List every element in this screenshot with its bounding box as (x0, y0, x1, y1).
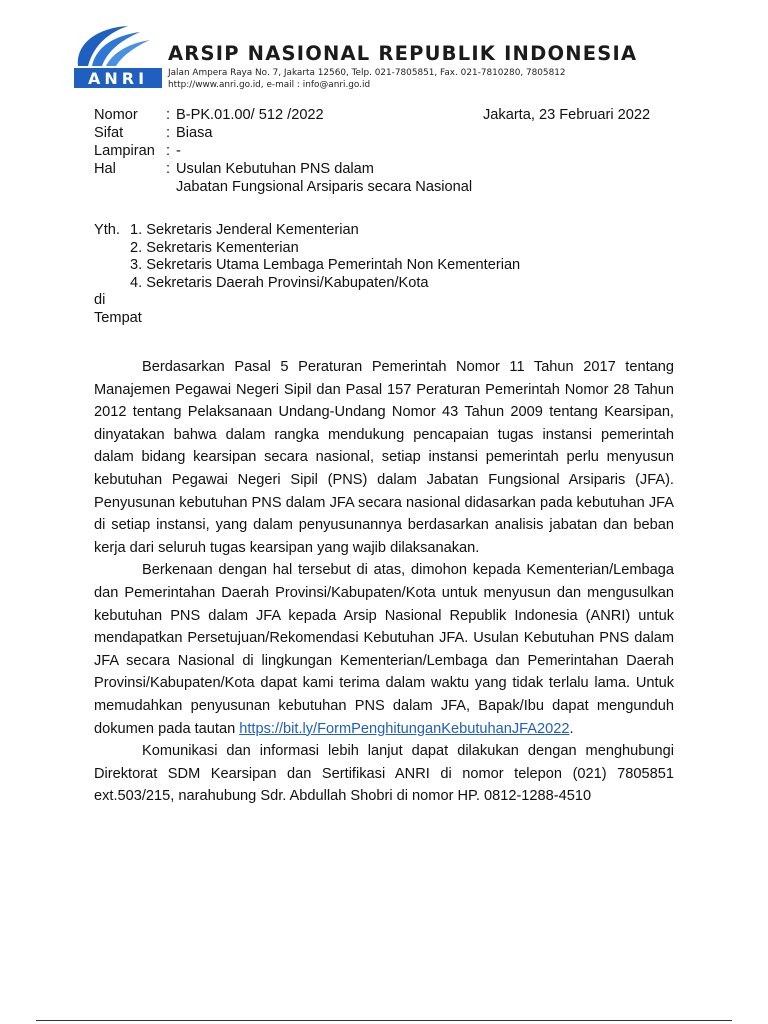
separator: : (166, 125, 171, 141)
recipients (94, 222, 520, 328)
meta-sifat (94, 124, 472, 142)
letter-meta (94, 106, 472, 196)
recipient-di: di (94, 292, 106, 309)
recipient-text: 1. Sekretaris Jenderal Kementerian (130, 222, 359, 238)
separator: : (166, 107, 171, 123)
nomor-value: B-PK.01.00/ 512 /2022 (176, 107, 324, 123)
recipient-item (94, 275, 520, 293)
org-name: ARSIP NASIONAL REPUBLIK INDONESIA (168, 42, 638, 65)
body-paragraph-1: Berdasarkan Pasal 5 Peraturan Pemerintah Nomor 11 Tahun 2017 tentang Manajemen Pegawai Negeri Sipil dan Pasal 157 Peraturan Pemerintah Nomor 28 Tahun 2012 tentang Pelaksanaan Undang-Undang Nomor 43 Tahun 2009 tentang Kearsipan, dinyatakan bahwa dalam rangka mendukung pencapaian tugas instansi pemerintah dalam bidang kearsipan secara nasional, setiap instansi pemerintah perlu menyusun kebutuhan Pegawai Negeri Sipil (PNS) dalam Jabatan Fungsional Arsiparis (JFA). Penyusunan kebutuhan PNS dalam JFA secara nasional didasarkan pada kebutuhan JFA di setiap instansi, yang dalam penyusunannya berdasarkan analisis jabatan dan beban kerja dari seluruh tugas kearsipan yang wajib dilaksanakan. (94, 359, 674, 556)
separator: : (166, 143, 171, 159)
lampiran-label: Lampiran (94, 143, 155, 159)
meta-hal (94, 160, 472, 178)
body-paragraph-3: Komunikasi dan informasi lebih lanjut dapat dilakukan dengan menghubungi Direktorat SDM Kearsipan dan Sertifikasi ANRI di nomor telepon (021) 7805851 ext.503/215, narahubung Sdr. Abdullah Shobri di nomor HP. 0812-1288-4510 (94, 743, 674, 805)
sifat-label: Sifat (94, 125, 124, 141)
letter-date: Jakarta, 23 Februari 2022 (483, 107, 651, 123)
hal-value-line2: Jabatan Fungsional Arsiparis secara Nasional (176, 179, 473, 195)
org-address-block (168, 68, 566, 91)
recipient-item (94, 222, 520, 240)
recipient-text: 3. Sekretaris Utama Lembaga Pemerintah Non Kementerian (130, 257, 521, 274)
sifat-value: Biasa (176, 125, 213, 141)
recipient-item (94, 257, 520, 275)
hal-label: Hal (94, 161, 116, 177)
footer-divider (36, 1020, 732, 1021)
meta-nomor (94, 106, 472, 124)
org-address: Jalan Ampera Raya No. 7, Jakarta 12560, Telp. 021-7805851, Fax. 021-7810280, 7805812 (168, 68, 566, 78)
nomor-label: Nomor (94, 107, 138, 123)
separator: : (166, 161, 171, 177)
form-download-link[interactable]: https://bit.ly/FormPenghitunganKebutuhanJFA2022 (239, 720, 570, 737)
yth-label: Yth. (94, 222, 120, 238)
anri-logo (70, 22, 166, 92)
body-paragraph-2-text: Berkenaan dengan hal tersebut di atas, dimohon kepada Kementerian/Lembaga dan Pemerintahan Daerah Provinsi/Kabupaten/Kota untuk menyusun dan mengusulkan kebutuhan PNS dalam JFA kepada Arsip Nasional Republik Indonesia (ANRI) untuk mendapatkan Persetujuan/Rekomendasi Kebutuhan JFA. Usulan Kebutuhan PNS dalam JFA secara Nasional di lingkungan Kementerian/Lembaga dan Pemerintahan Daerah Provinsi/Kabupaten/Kota dapat kami terima dalam waktu yang tidak terlalu lama. Untuk memudahkan penyusunan kebutuhan PNS dalam JFA, Bapak/Ibu dapat mengunduh dokumen pada tautan (94, 562, 674, 737)
paragraph-end: . (569, 720, 574, 737)
letter-body (94, 356, 674, 808)
hal-value-line1: Usulan Kebutuhan PNS dalam (176, 161, 374, 177)
recipient-tempat: Tempat (94, 309, 142, 326)
logo-text: ANRI (87, 69, 149, 88)
org-web-email: http://www.anri.go.id, e-mail : info@anri.go.id (168, 79, 371, 90)
letterhead (70, 22, 690, 94)
body-paragraph-2 (94, 559, 674, 740)
meta-lampiran (94, 142, 472, 160)
recipient-text: 2. Sekretaris Kementerian (130, 239, 299, 256)
lampiran-value: - (176, 143, 181, 159)
recipient-item (94, 240, 520, 258)
recipient-text: 4. Sekretaris Daerah Provinsi/Kabupaten/Kota (130, 274, 429, 291)
